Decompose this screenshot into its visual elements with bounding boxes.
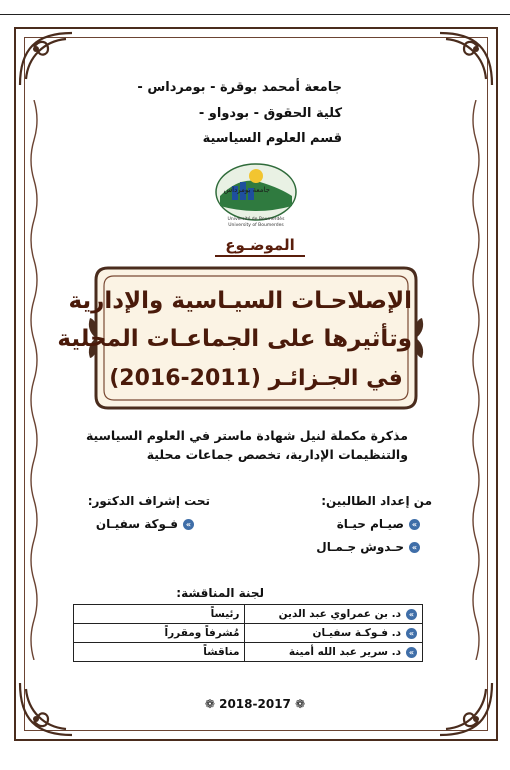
university-logo (210, 162, 302, 228)
bullet-icon: » (409, 519, 420, 530)
svg-text:جامعة بومرداس: جامعة بومرداس (223, 186, 270, 194)
faculty-name: كلية الحقوق - بودواو - (198, 106, 342, 121)
committee-role: رئيساً (74, 605, 245, 624)
title-line-1: الإصلاحـات السيـاسية والإدارية (68, 288, 412, 314)
corner-ornament-top-left (16, 29, 76, 89)
supervisor-label: تحت إشراف الدكتور: (87, 494, 210, 508)
university-name: جامعة أمحمد بوقرة - بومرداس - (137, 80, 342, 95)
svg-text:Université de Boumerdès: Université de Boumerdès (227, 217, 285, 222)
corner-ornament-bottom-left (16, 679, 76, 739)
title-line-3: في الجـزائـر (2011-2016) (109, 366, 403, 391)
student-name: »صيـام حيـاة (337, 517, 420, 531)
student-name: »حـدوش جـمـال (316, 540, 420, 554)
subject-label: الموضـوع (215, 236, 305, 257)
committee-role: مناقشاً (74, 643, 245, 662)
side-ornament-right (469, 100, 483, 660)
ornament-icon: ❁ (204, 697, 215, 711)
committee-role: مُشرفاً ومقرراً (74, 624, 245, 643)
corner-ornament-top-right (436, 29, 496, 89)
bullet-icon: » (406, 628, 417, 639)
table-row (74, 643, 423, 662)
bullet-icon: » (409, 542, 420, 553)
bullet-icon: » (406, 609, 417, 620)
bullet-icon: » (406, 647, 417, 658)
thesis-description-line-2: والتنظيمات الإدارية، تخصص جماعات محلية (146, 447, 408, 462)
committee-table (73, 604, 423, 662)
bullet-icon: » (183, 519, 194, 530)
academic-year: ❁ 2018-2017 ❁ (204, 697, 306, 711)
students-label: من إعداد الطالبين: (321, 494, 432, 508)
supervisor-name: »فـوكة سفيـان (96, 517, 194, 531)
corner-ornament-bottom-right (436, 679, 496, 739)
department-name: قسم العلوم السياسية (202, 131, 342, 146)
ornament-icon: ❁ (295, 697, 306, 711)
thesis-description-line-1: مذكرة مكملة لنيل شهادة ماستر في العلوم السياسية (85, 428, 408, 443)
table-row (74, 605, 423, 624)
committee-member: »د. سرير عبد الله أمينة (245, 643, 423, 662)
side-ornament-left (27, 100, 41, 660)
committee-member: »د. بن عمراوي عبد الدين (245, 605, 423, 624)
top-rule (0, 14, 510, 15)
committee-member: »د. فـوكـة سفيـان (245, 624, 423, 643)
committee-label: لجنة المناقشة: (176, 586, 264, 600)
title-line-2: وتأثيرها على الجماعـات المحلية (57, 326, 412, 352)
table-row (74, 624, 423, 643)
svg-text:University of Boumerdes: University of Boumerdes (228, 223, 284, 228)
